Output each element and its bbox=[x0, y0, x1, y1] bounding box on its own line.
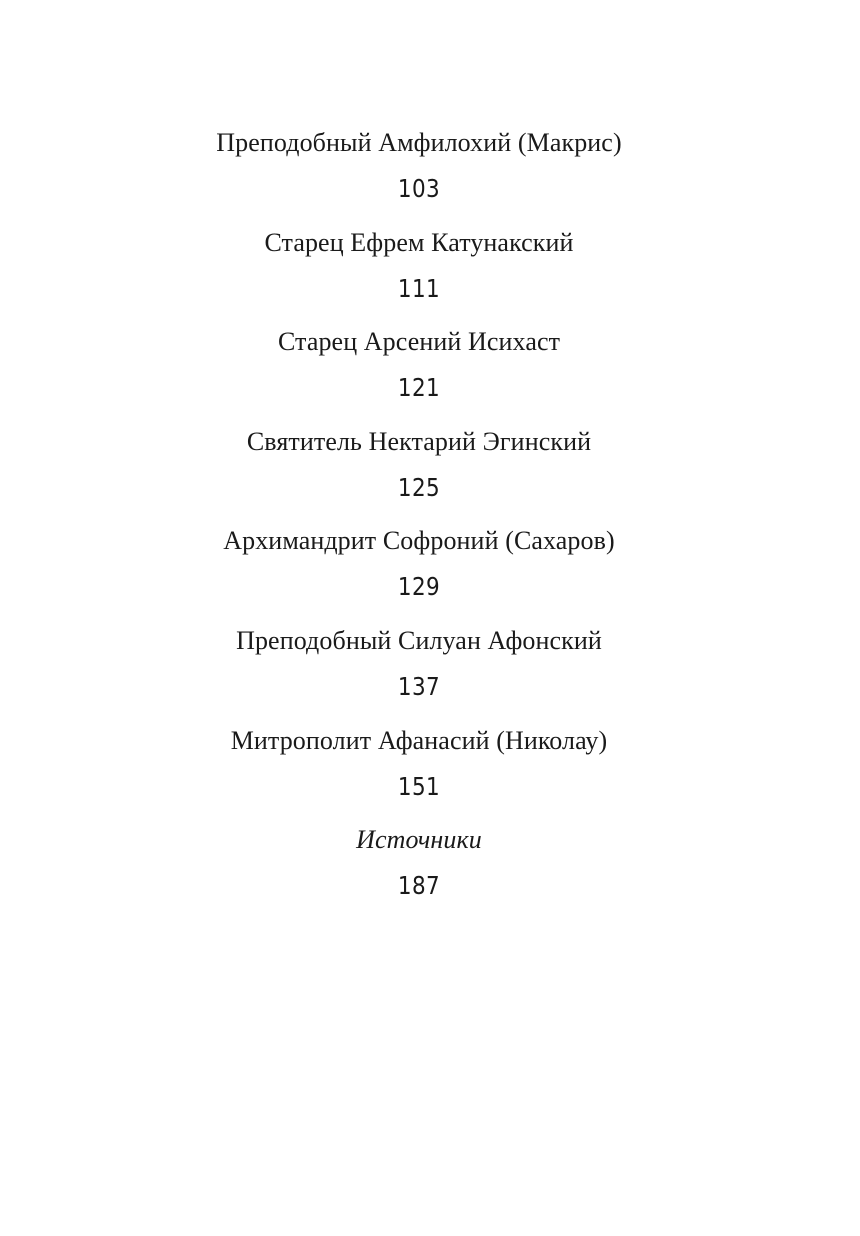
toc-entry-sources[interactable] bbox=[0, 821, 838, 921]
toc-entry-title: Преподобный Силуан Афонский bbox=[236, 625, 602, 655]
toc-entry[interactable] bbox=[0, 622, 838, 722]
toc-entry-page-number: 125 bbox=[397, 472, 441, 502]
toc-entry-page-number: 151 bbox=[397, 771, 441, 801]
toc-entry-title: Митрополит Афанасий (Николау) bbox=[230, 725, 608, 755]
toc-entry-page-number: 187 bbox=[397, 871, 441, 901]
toc-entry-page-number: 121 bbox=[397, 373, 441, 403]
toc-entry[interactable] bbox=[0, 522, 838, 622]
toc-entry-title: Преподобный Амфилохий (Макрис) bbox=[216, 128, 622, 157]
toc-entry[interactable] bbox=[0, 722, 838, 822]
table-of-contents bbox=[0, 124, 838, 921]
toc-entry-title: Архимандрит Софроний (Сахаров) bbox=[223, 526, 615, 556]
toc-entry[interactable] bbox=[0, 124, 838, 224]
toc-entry[interactable] bbox=[0, 323, 838, 423]
toc-entry[interactable] bbox=[0, 224, 838, 324]
toc-entry-page-number: 137 bbox=[397, 671, 441, 701]
toc-entry-title: Источники bbox=[356, 825, 482, 855]
toc-entry-page-number: 129 bbox=[397, 572, 441, 602]
toc-entry-page-number: 111 bbox=[397, 273, 441, 303]
toc-entry-title: Старец Арсений Исихаст bbox=[277, 327, 561, 357]
toc-entry-title: Святитель Нектарий Эгинский bbox=[246, 426, 592, 456]
toc-entry[interactable] bbox=[0, 423, 838, 523]
toc-entry-page-number: 103 bbox=[397, 174, 441, 203]
toc-entry-title: Старец Ефрем Катунакский bbox=[264, 227, 574, 257]
